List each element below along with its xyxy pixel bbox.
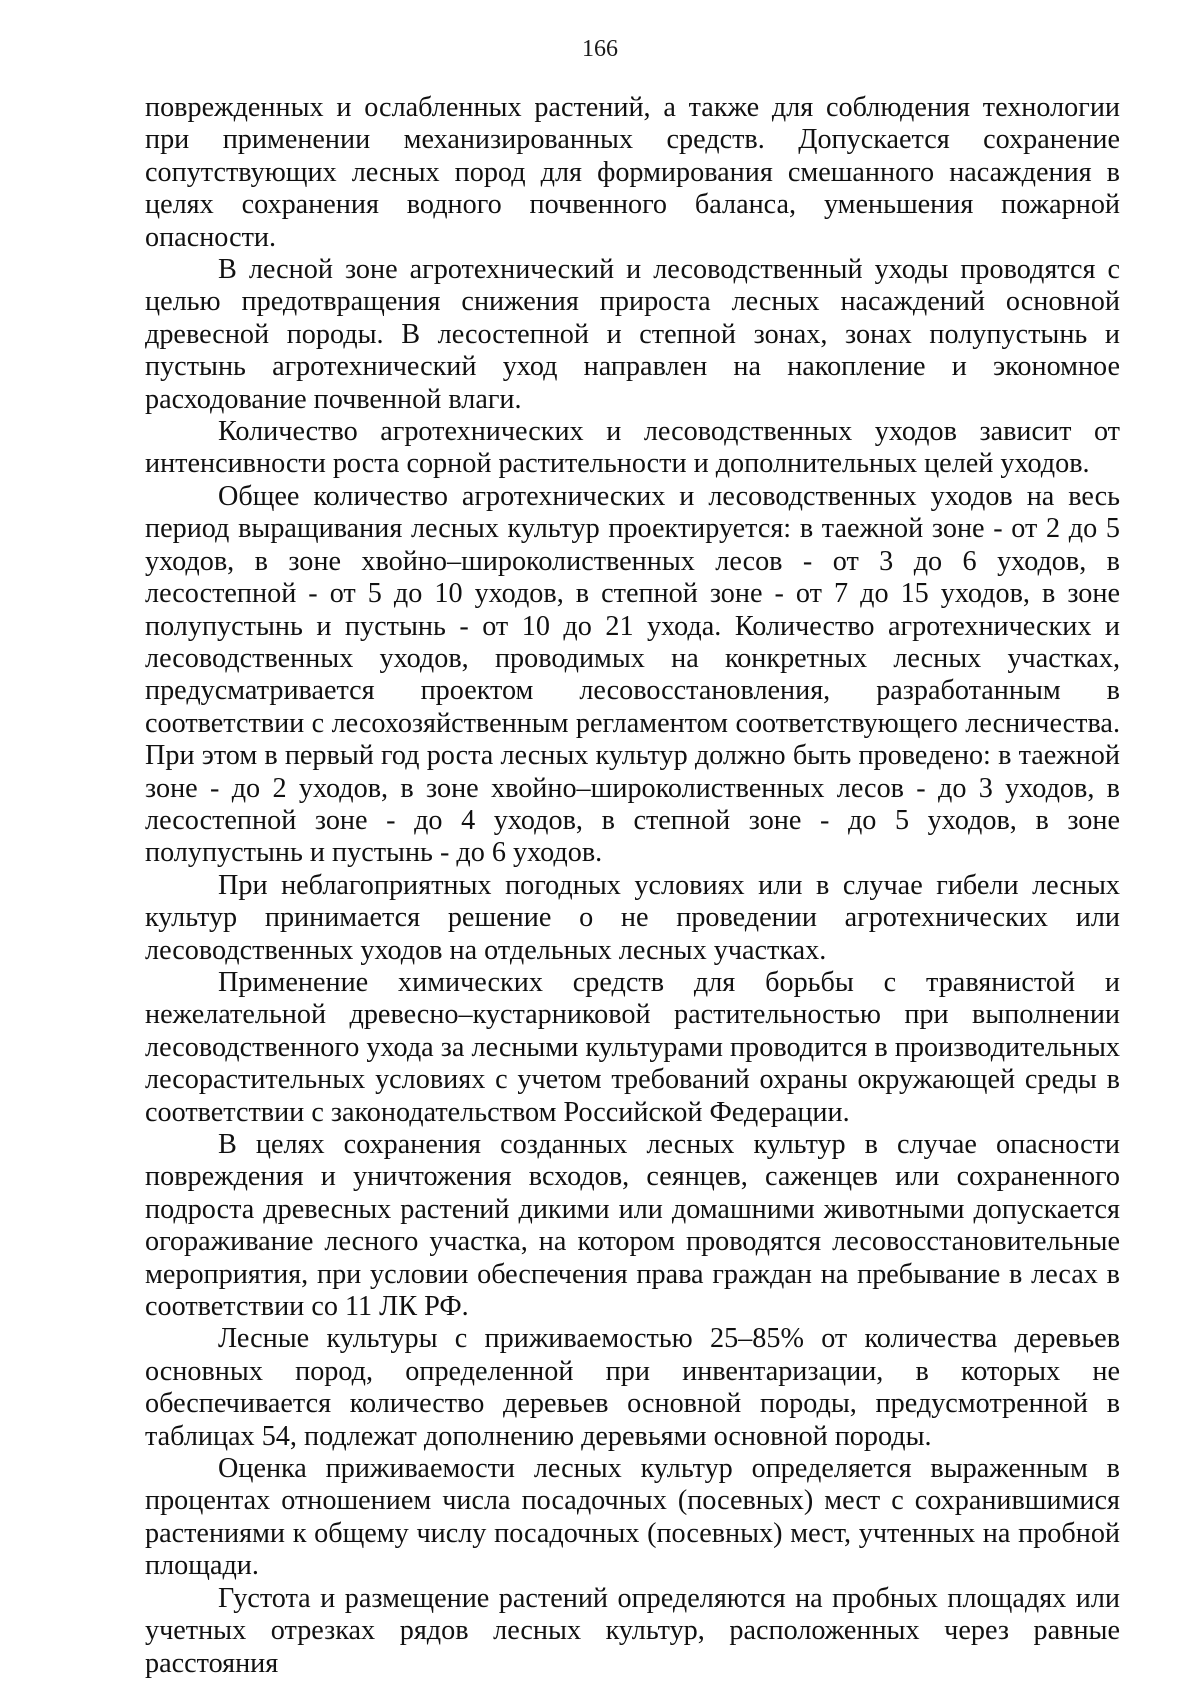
page-number: 166 xyxy=(582,36,618,62)
paragraph: Оценка приживаемости лесных культур определяется выраженным в процентах отношением числа посадочных (посевных) мест с сохранившимися растениями к общему числу посадочных (посевных) мест, учтенных на пробной площади. xyxy=(145,1453,1120,1582)
paragraph: В целях сохранения созданных лесных культур в случае опасности повреждения и уничтожения всходов, сеянцев, саженцев или сохраненного подроста древесных растений дикими или домашними животными допускается огораживание лесного участка, на котором проводятся лесовосстановительные мероприятия, при условии обеспечения права граждан на пребывание в лесах в соответствии со 11 ЛК РФ. xyxy=(145,1129,1120,1323)
paragraph: Количество агротехнических и лесоводственных уходов зависит от интенсивности роста сорной растительности и дополнительных целей уходов. xyxy=(145,416,1120,480)
paragraph: Густота и размещение растений определяются на пробных площадях или учетных отрезках рядов лесных культур, расположенных через равные расстояния xyxy=(145,1582,1120,1679)
paragraph: Применение химических средств для борьбы с травянистой и нежелательной древесно–кустарниковой растительностью при выполнении лесоводственного ухода за лесными культурами проводится в производительных лесорастительных условиях с учетом требований охраны окружающей среды в соответствии с законодательством Российской Федерации. xyxy=(145,966,1120,1128)
paragraph-continued: поврежденных и ослабленных растений, а также для соблюдения технологии при применении механизированных средств. Допускается сохранение сопутствующих лесных пород для формирования смешанного насаждения в целях сохранения водного почвенного баланса, уменьшения пожарной опасности. xyxy=(145,92,1120,253)
paragraph: Общее количество агротехнических и лесоводственных уходов на весь период выращивания лесных культур проектируется: в таежной зоне - от 2 до 5 уходов, в зоне хвойно–широколиственных лесов - от 3 до 6 уходов, в лесостепной - от 5 до 10 уходов, в степной зоне - от 7 до 15 уходов, в зоне полупустынь и пустынь - от 10 до 21 ухода. Количество агротехнических и лесоводственных уходов, проводимых на конкретных лесных участках, предусматривается проектом лесовосстановления, разработанным в соответствии с лесохозяйственным регламентом соответствующего лесничества. При этом в первый год роста лесных культур должно быть проведено: в таежной зоне - до 2 уходов, в зоне хвойно–широколиственных лесов - до 3 уходов, в лесостепной зоне - до 4 уходов, в степной зоне - до 5 уходов, в зоне полупустынь и пустынь - до 6 уходов. xyxy=(145,480,1120,869)
paragraph: При неблагоприятных погодных условиях или в случае гибели лесных культур принимается решение о не проведении агротехнических или лесоводственных уходов на отдельных лесных участках. xyxy=(145,869,1120,966)
paragraph: Лесные культуры с приживаемостью 25–85% от количества деревьев основных пород, определенной при инвентаризации, в которых не обеспечивается количество деревьев основной породы, предусмотренной в таблицах 54, подлежат дополнению деревьями основной породы. xyxy=(145,1323,1120,1452)
body-text xyxy=(145,92,1120,1680)
paragraph: В лесной зоне агротехнический и лесоводственный уходы проводятся с целью предотвращения снижения прироста лесных насаждений основной древесной породы. В лесостепной и степной зонах, зонах полупустынь и пустынь агротехнический уход направлен на накопление и экономное расходование почвенной влаги. xyxy=(145,254,1120,415)
